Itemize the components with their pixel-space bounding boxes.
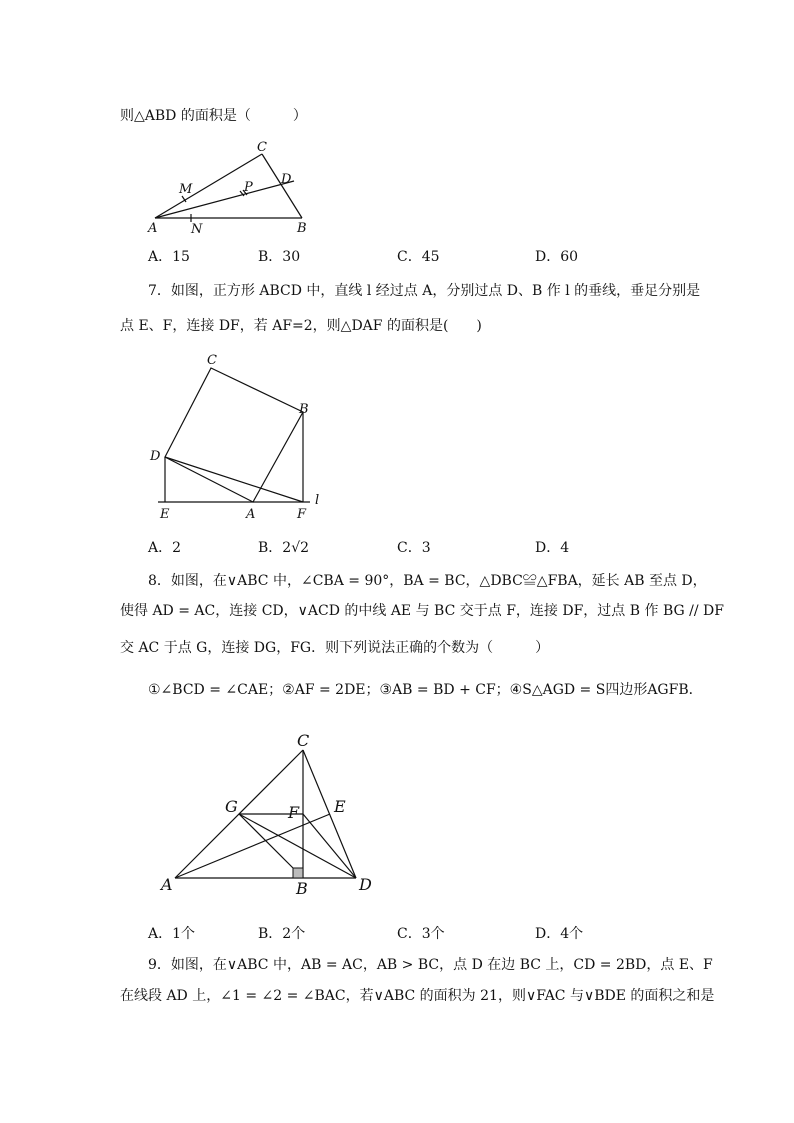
q8-option-c: C．3个 <box>397 926 445 942</box>
q8-label-b: B <box>296 879 308 898</box>
q8-median-ae <box>175 814 330 878</box>
q8-question-line2: 使得 AD = AC，连接 CD，∨ACD 的中线 AE 与 BC 交于点 F，连接 DF，过点 B 作 BG // DF <box>120 603 724 619</box>
q6-label-p: P <box>244 180 253 195</box>
q8-label-c: C <box>297 731 310 750</box>
q7-question-line1: 7．如图，正方形 ABCD 中，直线 l 经过点 A，分别过点 D、B 作 l 的垂线，垂足分别是 <box>148 283 701 299</box>
q7-label-f: F <box>297 507 307 522</box>
q6-triangle-figure <box>140 136 340 236</box>
q8-label-f: F <box>288 803 300 822</box>
q7-label-a: A <box>246 507 256 522</box>
q8-label-g: G <box>225 797 238 816</box>
q7-label-e: E <box>160 507 170 522</box>
q7-option-c: C．3 <box>397 540 431 556</box>
q6-question-tail: 则△ABD 的面积是（ ） <box>120 108 307 124</box>
q6-label-c: C <box>257 140 267 155</box>
q7-option-a: A．2 <box>148 540 182 556</box>
q6-option-d: D．60 <box>535 249 579 265</box>
q8-option-d: D．4个 <box>535 926 584 942</box>
q7-label-l: l <box>315 493 320 508</box>
q8-label-a: A <box>161 875 173 894</box>
q6-option-a: A．15 <box>148 249 190 265</box>
q6-option-c: C．45 <box>397 249 440 265</box>
q8-triangle-figure <box>155 728 395 898</box>
q8-label-d: D <box>359 875 372 894</box>
q6-label-a: A <box>148 221 158 236</box>
q9-question-line2: 在线段 AD 上，∠1 = ∠2 = ∠BAC，若∨ABC 的面积为 21，则∨FAC 与∨BDE 的面积之和是 <box>120 988 715 1004</box>
q7-label-d: D <box>150 449 161 464</box>
q7-label-b: B <box>299 402 309 417</box>
q8-right-angle-mark <box>293 868 303 878</box>
q7-segment-df <box>165 457 303 502</box>
q6-option-b: B．30 <box>258 249 301 265</box>
q6-label-b: B <box>297 221 307 236</box>
q6-label-d: D <box>281 172 292 187</box>
q7-label-c: C <box>207 353 217 368</box>
q8-question-line1: 8．如图，在∨ABC 中，∠CBA = 90°，BA = BC，△DBC≌△FBA，延长 AB 至点 D， <box>148 573 707 589</box>
q8-statements: ①∠BCD = ∠CAE；②AF = 2DE；③AB = BD + CF；④S△AGD = S四边形AGFB． <box>148 682 703 698</box>
q7-option-d: D．4 <box>535 540 570 556</box>
q8-label-e: E <box>334 797 346 816</box>
q7-square-abcd <box>165 368 303 502</box>
q6-label-m: M <box>179 182 193 197</box>
q8-question-line3: 交 AC 于点 G，连接 DG，FG．则下列说法正确的个数为（ ） <box>120 640 550 656</box>
q6-segment-ad <box>155 181 294 218</box>
q8-option-a: A．1个 <box>148 926 196 942</box>
q7-square-figure <box>145 352 345 522</box>
q9-question-line1: 9．如图，在∨ABC 中，AB = AC，AB > BC，点 D 在边 BC 上，CD = 2BD，点 E、F <box>148 957 713 973</box>
q7-option-b: B．2√2 <box>258 540 310 556</box>
q7-question-line2: 点 E、F，连接 DF，若 AF=2，则△DAF 的面积是( ) <box>120 318 482 334</box>
q6-label-n: N <box>191 222 203 237</box>
q8-segment-df <box>303 814 356 878</box>
q8-option-b: B．2个 <box>258 926 306 942</box>
